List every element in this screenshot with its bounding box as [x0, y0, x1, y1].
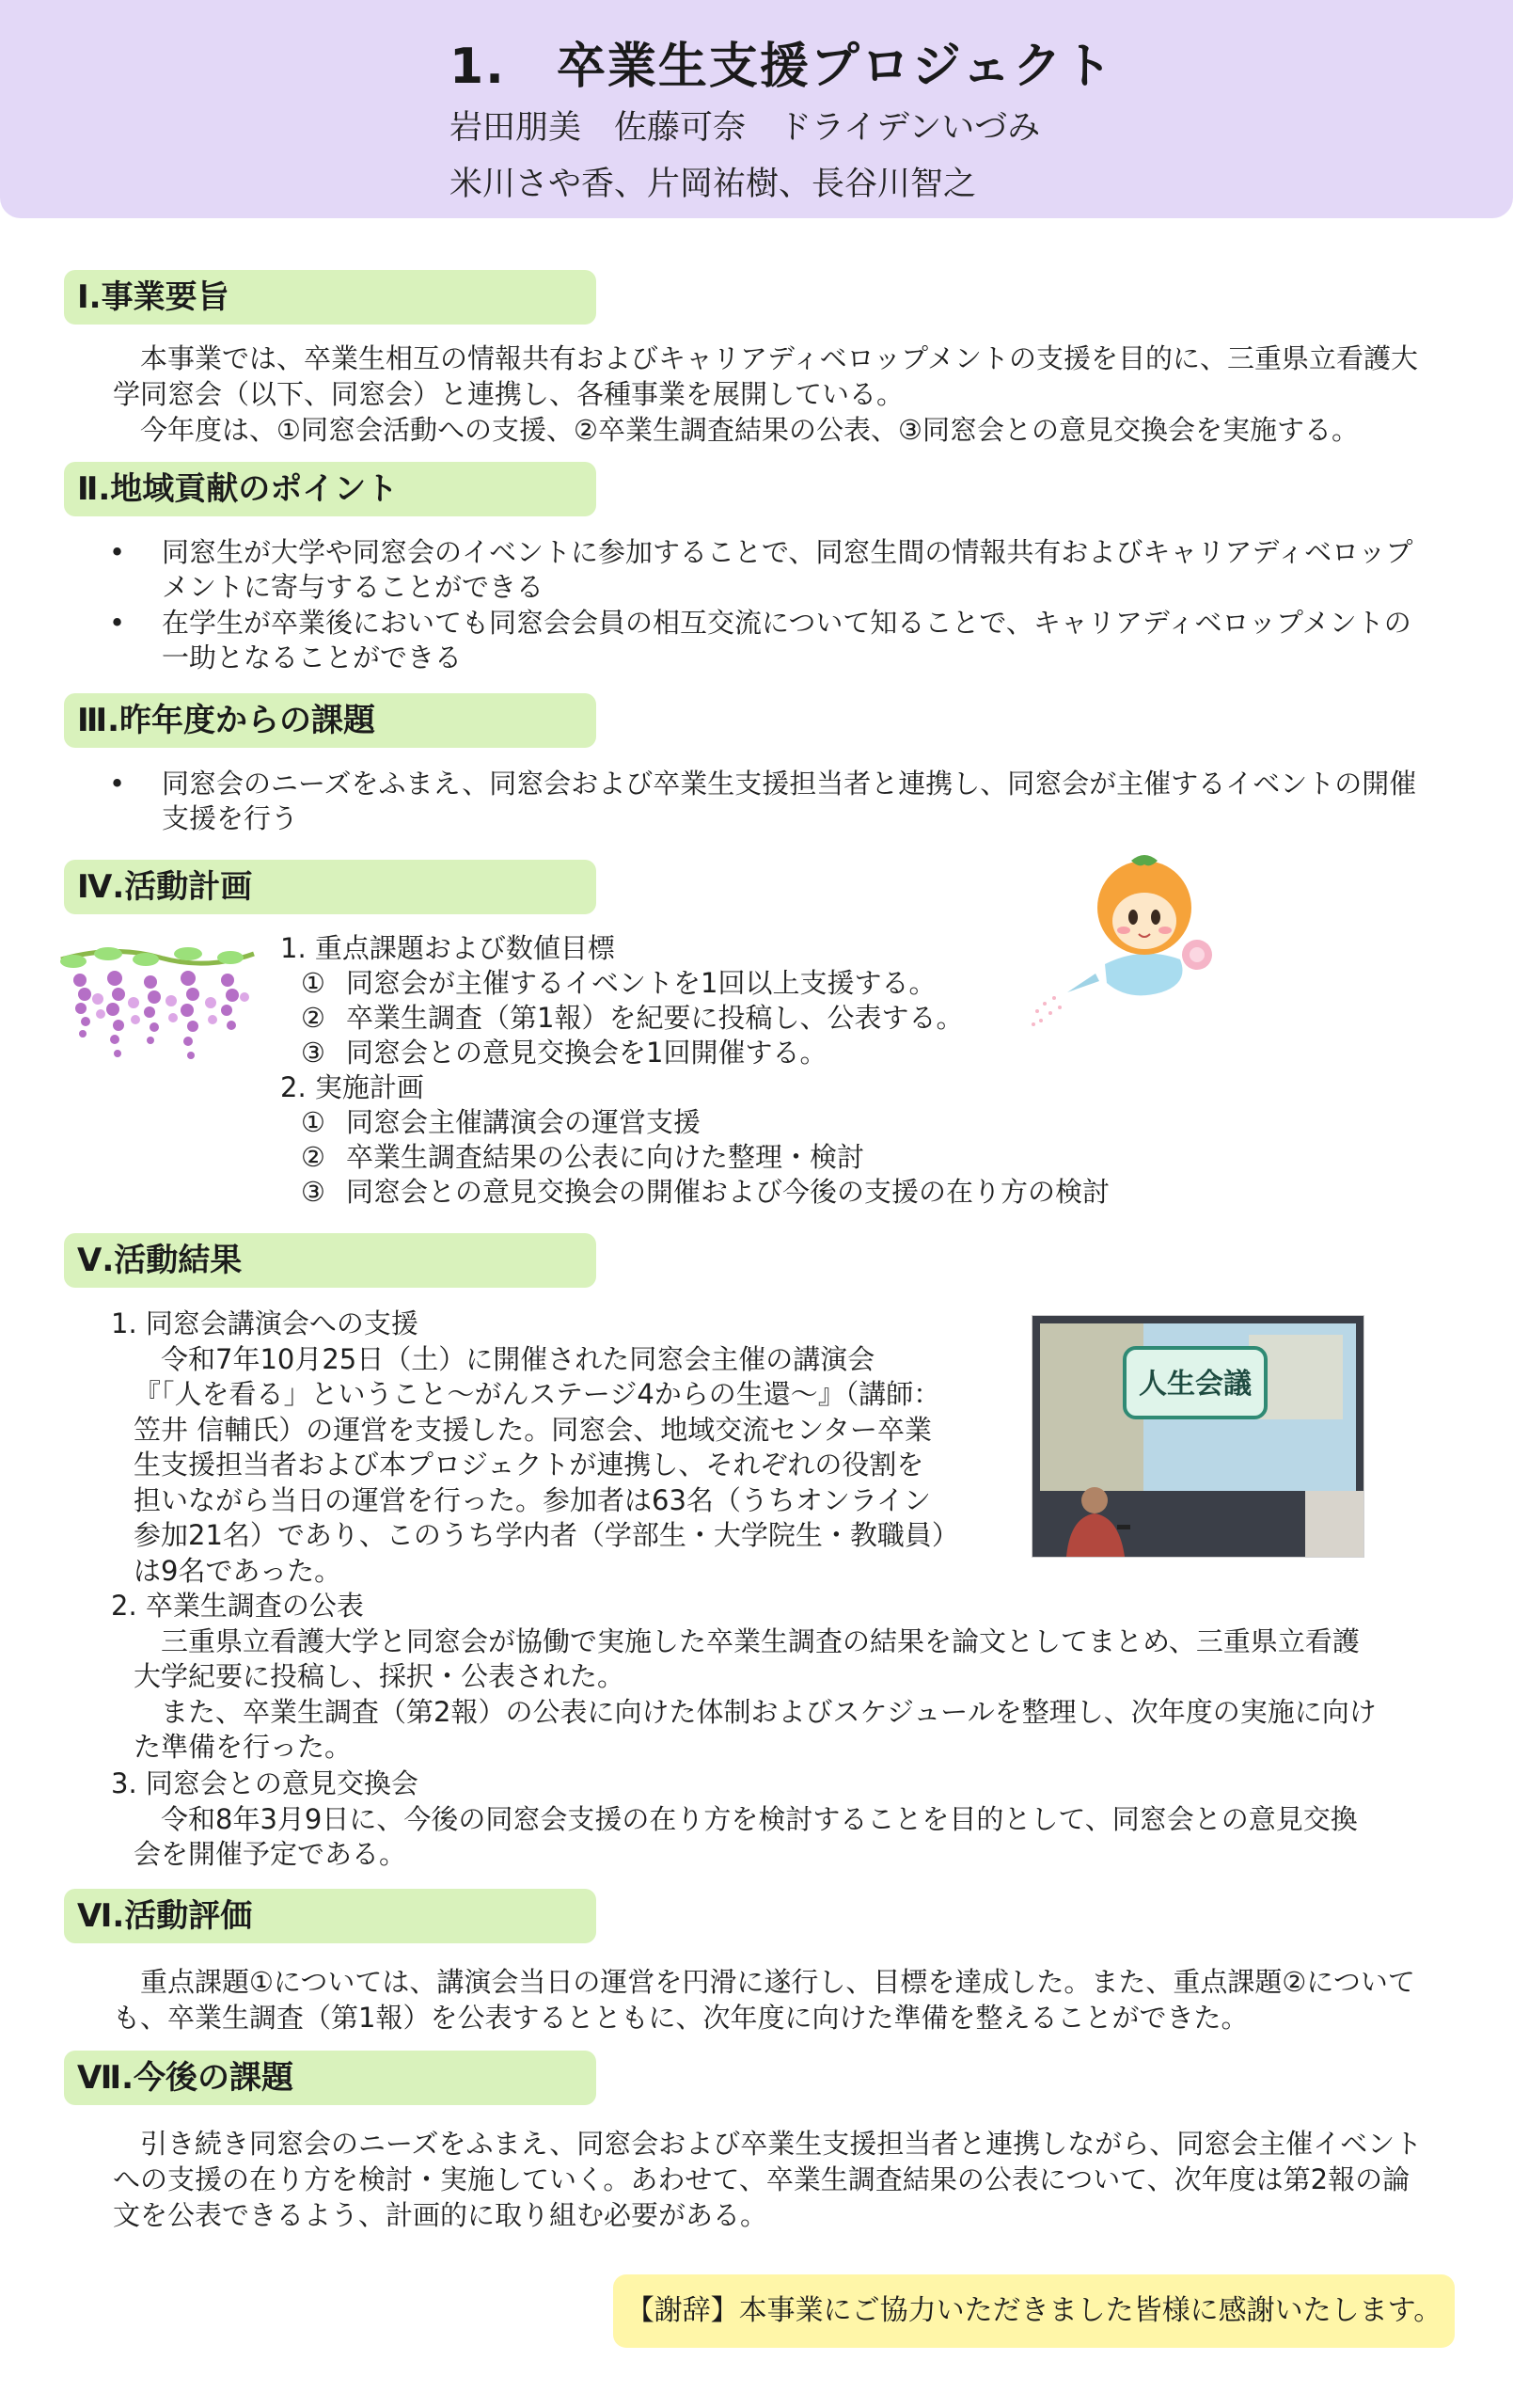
list-item-text: 同窓会との意見交換会を1回開催する。 — [346, 1037, 827, 1069]
acknowledgement-box: 【謝辞】本事業にご協力いただきました皆様に感謝いたします。 — [613, 2274, 1455, 2348]
item-number: ① — [301, 1106, 325, 1138]
section-heading-2-text: Ⅱ.地域貢献のポイント — [77, 470, 399, 508]
result-3-title: 3. 同窓会との意見交換会 — [111, 1767, 418, 1799]
result-1-line: 『「人を看る」ということ～がんステージ4からの生還～』（講師： — [134, 1378, 941, 1410]
summary-paragraph-2: 今年度は、①同窓会活動への支援、②卒業生調査結果の公表、③同窓会との意見交換会を実施する。 — [113, 414, 1359, 446]
section-heading-3 — [64, 693, 596, 748]
result-1-line: 担いながら当日の運営を行った。参加者は63名（うちオンライン — [134, 1483, 932, 1516]
list-item — [280, 1036, 1110, 1070]
result-1-line: 令和7年10月25日（土）に開催された同窓会主催の講演会 — [134, 1342, 875, 1375]
item-number: ③ — [301, 1037, 325, 1069]
section-heading-6-text: Ⅵ.活動評価 — [77, 1897, 253, 1935]
section-heading-1-text: Ⅰ.事業要旨 — [77, 278, 229, 316]
evaluation-paragraph: 重点課題①については、講演会当日の運営を円滑に遂行し、目標を達成した。また、重点課題②についても、卒業生調査（第1報）を公表するとともに、次年度に向けた準備を整えることができた。 — [113, 1966, 1415, 2034]
list-item-text: 卒業生調査（第1報）を紀要に投稿し、公表する。 — [346, 1002, 964, 1034]
list-item: • 同窓生が大学や同窓会のイベントに参加することで、同窓生間の情報共有およびキャリアディベロップメントに寄与することができる — [109, 536, 1413, 603]
section-heading-6 — [64, 1889, 596, 1943]
section-heading-2 — [64, 462, 596, 516]
authors-line-1: 岩田朋美 佐藤可奈 ドライデンいづみ — [449, 109, 1041, 147]
result-1-line: 笠井 信輔氏）の運営を支援した。同窓会、地域交流センター卒業 — [134, 1413, 933, 1446]
result-1 — [111, 1307, 985, 1589]
item-number: ③ — [301, 1176, 325, 1208]
activity-plan-list — [280, 931, 1110, 1210]
result-3 — [111, 1766, 1437, 1873]
list-item-text: 同窓会主催講演会の運営支援 — [346, 1106, 701, 1138]
result-1-line: は9名であった。 — [134, 1554, 342, 1587]
summary-paragraph-1: 本事業では、卒業生相互の情報共有およびキャリアディベロップメントの支援を目的に、三重県立看護大学同窓会（以下、同窓会）と連携し、各種事業を展開している。 — [113, 342, 1418, 410]
plan-item-1: 1. 重点課題および数値目標 — [280, 932, 615, 964]
section-heading-7 — [64, 2051, 596, 2105]
list-item-text: 同窓会との意見交換会の開催および今後の支援の在り方の検討 — [346, 1176, 1111, 1208]
lecture-photo-image — [1032, 1316, 1363, 1557]
result-3-line: 令和8年3月9日に、今後の同窓会支援の在り方を検討することを目的として、同窓会との意見交換 — [134, 1802, 1358, 1835]
wisteria-illustration — [56, 943, 259, 1107]
issues-list — [103, 767, 1425, 837]
lecture-photo — [1032, 1315, 1364, 1558]
result-2-title: 2. 卒業生調査の公表 — [111, 1590, 364, 1622]
result-2 — [111, 1589, 1437, 1766]
list-item — [280, 966, 1110, 1001]
section-heading-3-text: Ⅲ.昨年度からの課題 — [77, 702, 376, 739]
list-item-text: 在学生が卒業後においても同窓会会員の相互交流について知ることで、キャリアディベロップメントの一助となることができる — [162, 607, 1411, 673]
list-item — [280, 1001, 1110, 1036]
list-item: • 在学生が卒業後においても同窓会会員の相互交流について知ることで、キャリアディベロップメントの一助となることができる — [109, 607, 1411, 673]
list-item-text: 卒業生調査結果の公表に向けた整理・検討 — [346, 1141, 865, 1173]
mascot-illustration — [1030, 851, 1237, 1030]
list-item-text: 同窓会が主催するイベントを1回以上支援する。 — [346, 967, 937, 999]
result-2-line: 三重県立看護大学と同窓会が協働で実施した卒業生調査の結果を論文としてまとめ、三重県立看護 — [134, 1624, 1360, 1657]
list-item-text: 同窓生が大学や同窓会のイベントに参加することで、同窓生間の情報共有およびキャリアディベロップメントに寄与することができる — [162, 536, 1413, 603]
result-2-line: た準備を行った。 — [134, 1731, 353, 1763]
result-2-line: また、卒業生調査（第2報）の公表に向けた体制およびスケジュールを整理し、次年度の実施に向け — [134, 1695, 1377, 1728]
result-2-line: 大学紀要に投稿し、採択・公表された。 — [134, 1660, 625, 1692]
header-banner — [0, 0, 1513, 218]
result-1-line: 参加21名）であり、このうち学内者（学部生・大学院生・教職員） — [134, 1519, 959, 1551]
list-item — [280, 1175, 1110, 1210]
section-heading-7-text: Ⅶ.今後の課題 — [77, 2059, 294, 2097]
future-issues-paragraph: 引き続き同窓会のニーズをふまえ、同窓会および卒業生支援担当者と連携しながら、同窓会主催イベントへの支援の在り方を検討・実施していく。あわせて、卒業生調査結果の公表について、次年度は第2報の論文を公表できるよう、計画的に取り組む必要がある。 — [113, 2128, 1423, 2231]
list-item — [280, 1140, 1110, 1175]
result-1-line: 生支援担当者および本プロジェクトが連携し、それぞれの役割を — [134, 1449, 924, 1481]
section-heading-5 — [64, 1233, 596, 1288]
result-3-line: 会を開催予定である。 — [134, 1838, 407, 1870]
section-heading-4 — [64, 860, 596, 914]
item-number: ② — [301, 1141, 325, 1173]
plan-item-2: 2. 実施計画 — [280, 1071, 424, 1103]
page-title: 1. 卒業生支援プロジェクト — [449, 39, 1114, 95]
section-heading-5-text: Ⅴ.活動結果 — [77, 1242, 243, 1279]
list-item: • 同窓会のニーズをふまえ、同窓会および卒業生支援担当者と連携し、同窓会が主催するイベントの開催支援を行う — [109, 768, 1417, 834]
authors-line-2: 米川さや香、片岡祐樹、長谷川智之 — [449, 166, 977, 203]
section-heading-1 — [64, 270, 596, 325]
list-item — [280, 1105, 1110, 1140]
list-item-text: 同窓会のニーズをふまえ、同窓会および卒業生支援担当者と連携し、同窓会が主催するイベントの開催支援を行う — [162, 768, 1417, 834]
contribution-list — [103, 535, 1425, 676]
item-number: ① — [301, 967, 325, 999]
result-1-title: 1. 同窓会講演会への支援 — [111, 1307, 418, 1339]
section-heading-4-text: Ⅳ.活動計画 — [77, 868, 253, 906]
item-number: ② — [301, 1002, 325, 1034]
slide-text: 人生会議 — [1139, 1368, 1252, 1401]
